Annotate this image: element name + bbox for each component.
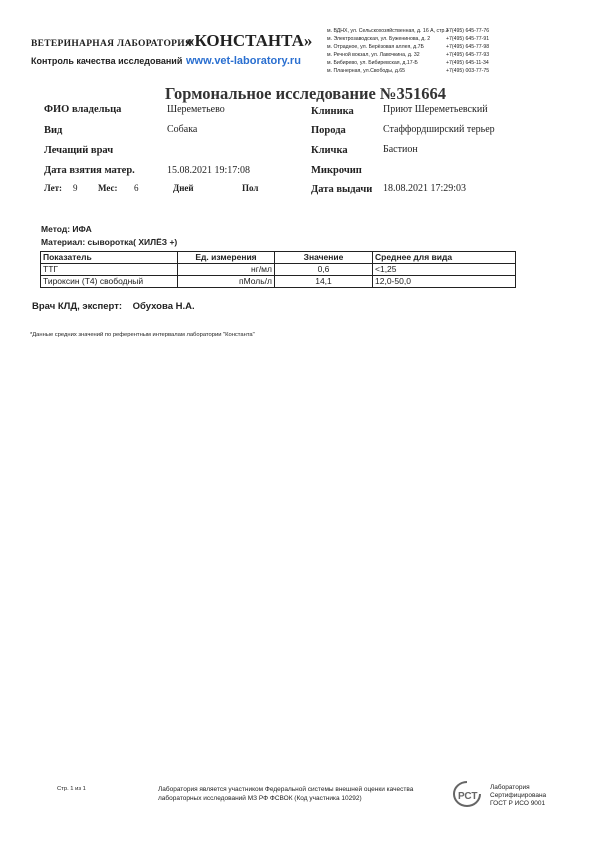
material-text: Материал: сыворотка( ХИЛЁЗ +) <box>41 237 178 247</box>
species-value: Собака <box>167 124 198 135</box>
page-number: Стр. 1 из 1 <box>57 786 86 792</box>
logo-letters: РСТ <box>458 791 478 802</box>
contact-address: м. Планерная, ул.Свободы, д.65 <box>327 68 406 74</box>
table-cell: 12,0-50,0 <box>373 276 516 288</box>
table-cell: 0,6 <box>275 264 373 276</box>
contact-phone: +7(495) 645-77-93 <box>446 52 490 58</box>
footer-text: Лаборатория является участником Федеральной системы внешней оценки качества лабораторных исследований МЗ РФ ФСВОК (Код участника 10292) <box>158 786 414 802</box>
table-header-cell: Значение <box>275 252 373 264</box>
table-header-cell: Среднее для вида <box>373 252 516 264</box>
months-label: Мес: <box>98 183 118 193</box>
table-cell: пМоль/л <box>178 276 275 288</box>
table-cell: Тироксин (T4) свободный <box>41 276 178 288</box>
method-text: Метод: ИФА <box>41 224 92 234</box>
table-cell: нг/мл <box>178 264 275 276</box>
clinic-value: Приют Шереметьевский <box>383 104 488 115</box>
contact-phone: +7(495) 645-77-76 <box>446 28 490 34</box>
rst-certification-logo <box>449 779 485 814</box>
contact-phone: +7(495) 003-77-75 <box>446 68 490 74</box>
brand-name: «КОНСТАНТА» <box>186 31 313 50</box>
lab-name: ВЕТЕРИНАРНАЯ ЛАБОРАТОРИЯ <box>31 39 193 49</box>
table-header-cell: Показатель <box>41 252 178 264</box>
owner-value: Шереметьево <box>167 104 225 115</box>
table-header-cell: Ед. измерения <box>178 252 275 264</box>
certification-text: Лаборатория Сертифицирована ГОСТ Р ИСО 9001 <box>490 784 547 807</box>
table-header-row <box>41 252 516 264</box>
contact-address: м. Речной вокзал, ул. Лавочкина, д. 32 <box>327 52 420 58</box>
sample-date-label: Дата взятия матер. <box>44 165 135 176</box>
table-row <box>41 276 516 288</box>
doctor-label: Лечащий врач <box>44 145 114 156</box>
website-link[interactable]: www.vet-laboratory.ru <box>186 55 301 67</box>
table-cell: ТТГ <box>41 264 178 276</box>
sample-date-value: 15.08.2021 19:17:08 <box>167 165 251 176</box>
sex-label: Пол <box>242 183 259 193</box>
doctor-signature: Врач КЛД, эксперт: Обухова Н.А. <box>32 301 195 312</box>
contact-phone: +7(495) 645-11-34 <box>446 60 489 66</box>
report-title: Гормональное исследование №351664 <box>165 84 446 103</box>
nickname-value: Бастион <box>383 144 418 155</box>
breed-label: Порода <box>311 125 346 136</box>
microchip-label: Микрочип <box>311 165 362 176</box>
lab-subtitle: Контроль качества исследований <box>31 56 183 66</box>
table-cell: 14,1 <box>275 276 373 288</box>
contact-phone: +7(495) 645-77-91 <box>446 36 490 42</box>
results-table <box>40 251 516 288</box>
years-value: 9 <box>73 183 78 193</box>
contact-address: м. Электрозаводская, ул. Буженинова, д. 2 <box>327 36 431 42</box>
years-label: Лет: <box>44 183 63 193</box>
contact-address: м. Бибирево, ул. Бибиревская, д.17-Б <box>327 60 418 66</box>
clinic-label: Клиника <box>311 106 354 117</box>
contact-address: м. Отрадное, ул. Берёзовая аллея, д.7Б <box>327 44 424 50</box>
issue-date-label: Дата выдачи <box>311 184 373 195</box>
days-label: Дней <box>173 183 194 193</box>
contact-address: м. ВДНХ, ул. Сельскохозяйственная, д. 16 А, стр.3 <box>327 28 449 34</box>
issue-date-value: 18.08.2021 17:29:03 <box>383 183 467 194</box>
table-row <box>41 264 516 276</box>
species-label: Вид <box>44 125 63 136</box>
nickname-label: Кличка <box>311 145 348 156</box>
breed-value: Стаффордширский терьер <box>383 124 495 135</box>
months-value: 6 <box>134 183 139 193</box>
footnote: *Данные средних значений по референтным интервалам лаборатории "Константа" <box>30 332 255 338</box>
table-cell: <1,25 <box>373 264 516 276</box>
owner-label: ФИО владельца <box>44 104 122 115</box>
contact-phone: +7(495) 645-77-98 <box>446 44 490 50</box>
